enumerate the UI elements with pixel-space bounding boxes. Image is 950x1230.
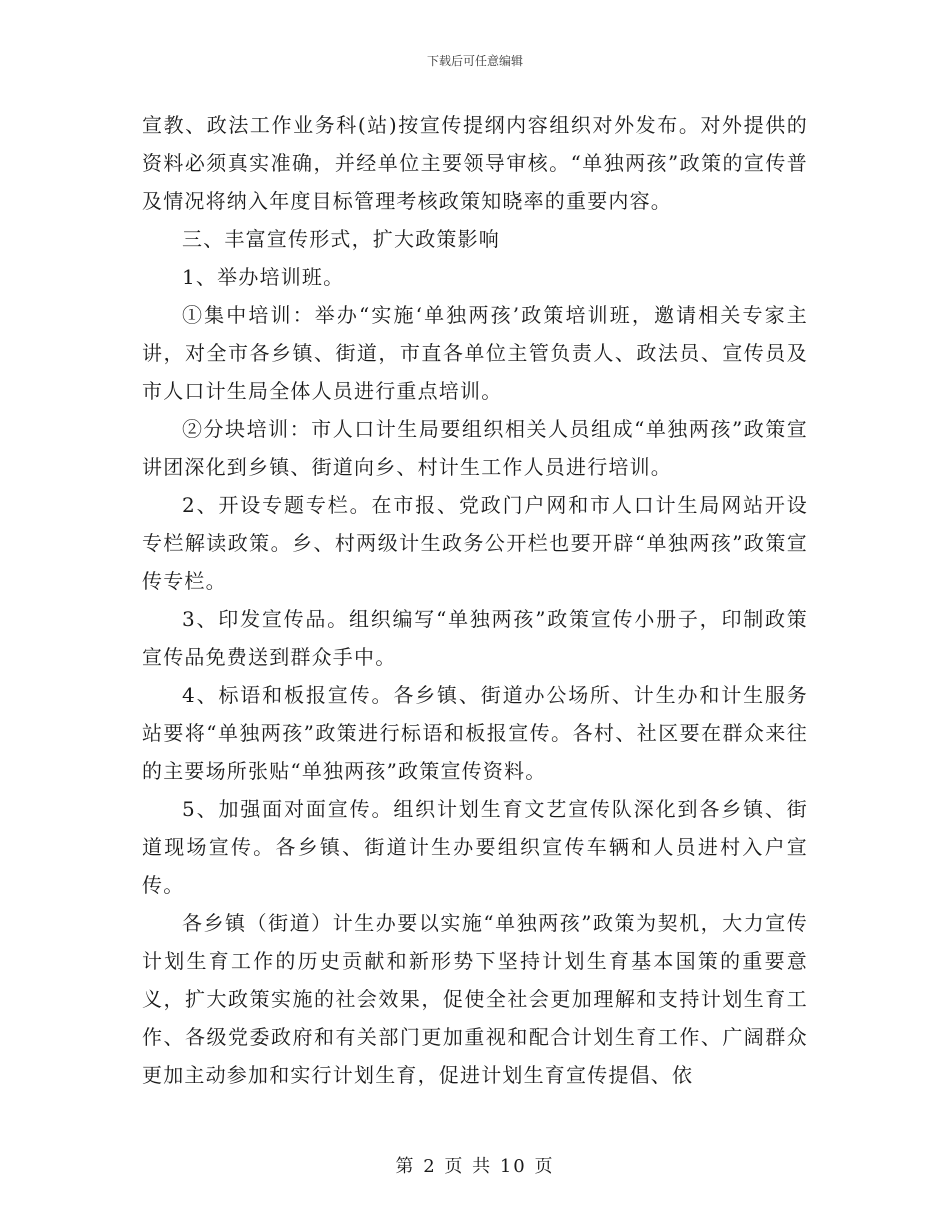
paragraph: 5、加强面对面宣传。组织计划生育文艺宣传队深化到各乡镇、街道现场宣传。各乡镇、街道计生办要组织宣传车辆和人员进村入户宣传。 bbox=[142, 797, 808, 897]
paragraph: 3、印发宣传品。组织编写“单独两孩”政策宣传小册子，印制政策宣传品免费送到群众手中。 bbox=[142, 607, 808, 669]
page-number: 第 2 页 共 10 页 bbox=[395, 1156, 555, 1177]
paragraph: 2、开设专题专栏。在市报、党政门户网和市人口计生局网站开设专栏解读政策。乡、村两级计生政务公开栏也要开辟“单独两孩”政策宣传专栏。 bbox=[142, 493, 808, 593]
section-heading: 三、丰富宣传形式，扩大政策影响 bbox=[182, 227, 500, 251]
paragraph-continued: 宣教、政法工作业务科(站)按宣传提纲内容组织对外发布。对外提供的资料必须真实准确，并经单位主要领导审核。“单独两孩”政策的宣传普及情况将纳入年度目标管理考核政策知晓率的重要内容。 bbox=[142, 113, 808, 213]
page-header: 下载后可任意编辑 bbox=[426, 54, 523, 68]
document-body bbox=[142, 106, 808, 1094]
paragraph: 4、标语和板报宣传。各乡镇、街道办公场所、计生办和计生服务站要将“单独两孩”政策进行标语和板报宣传。各村、社区要在群众来往的主要场所张贴“单独两孩”政策宣传资料。 bbox=[142, 683, 808, 783]
paragraph: ②分块培训：市人口计生局要组织相关人员组成“单独两孩”政策宣讲团深化到乡镇、街道向乡、村计生工作人员进行培训。 bbox=[142, 417, 808, 479]
paragraph: ①集中培训：举办“实施‘单独两孩’政策培训班，邀请相关专家主讲，对全市各乡镇、街道，市直各单位主管负责人、政法员、宣传员及市人口计生局全体人员进行重点培训。 bbox=[142, 303, 808, 403]
paragraph: 各乡镇（街道）计生办要以实施“单独两孩”政策为契机，大力宣传计划生育工作的历史贡献和新形势下坚持计划生育基本国策的重要意义，扩大政策实施的社会效果，促使全社会更加理解和支持计划生育工作、各级党委政府和有关部门更加重视和配合计划生育工作、广阔群众更加主动参加和实行计划生育，促进计划生育宣传提倡、依 bbox=[142, 911, 808, 1087]
subsection-heading: 1、举办培训班。 bbox=[182, 265, 345, 289]
